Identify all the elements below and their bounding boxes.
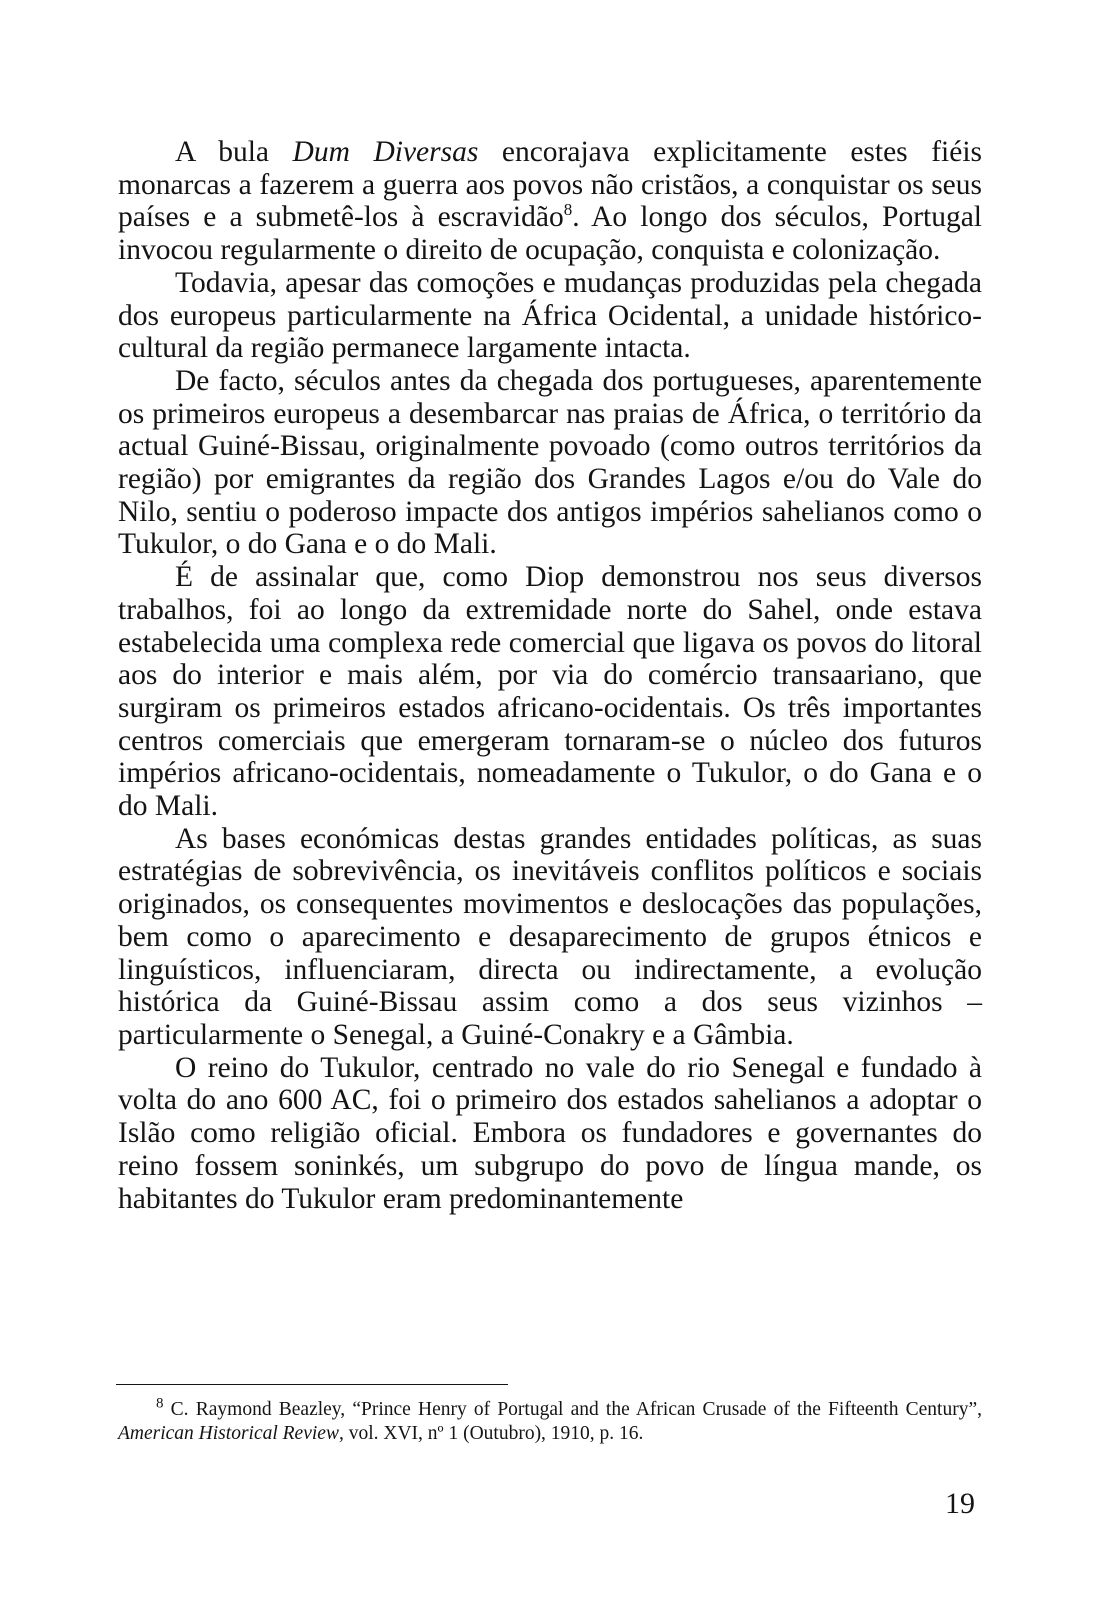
paragraph-1 bbox=[118, 136, 982, 267]
footnote-reference: 8 bbox=[563, 200, 573, 220]
footnote-divider bbox=[116, 1384, 508, 1385]
footnote bbox=[118, 1395, 982, 1446]
paragraph-3: De facto, séculos antes da chegada dos portugueses, aparentemente os primeiros europeus a desembarcar nas praias de África, o território da actual Guiné-Bissau, originalmente povoado (como outros territórios da região) por emigrantes da região dos Grandes Lagos e/ou do Vale do Nilo, sentiu o poderoso impacte dos antigos impérios sahelianos como o Tukulor, o do Gana e o do Mali. bbox=[118, 364, 982, 561]
body-text bbox=[118, 136, 982, 1215]
bull-title: Dum Diversas bbox=[292, 136, 479, 168]
paragraph-6: O reino do Tukulor, centrado no vale do rio Senegal e fundado à volta do ano 600 AC, foi o primeiro dos estados sahelianos a adoptar o Islão como religião oficial. Embora os fundadores e governantes do reino fossem soninkés, um subgrupo do povo de língua mande, os habitantes do Tukulor eram predominantemente bbox=[118, 1051, 982, 1215]
paragraph-2: Todavia, apesar das comoções e mudanças produzidas pela chegada dos europeus particularmente na África Ocidental, a unidade histórico-cultural da região permanece largamente intacta. bbox=[118, 266, 982, 365]
paragraph-1-middle: encorajava explicitamente estes fiéis monarcas a fazerem a guerra aos povos não cristãos, a conquistar os seus países e a submetê-los à escravidão bbox=[118, 136, 982, 234]
paragraph-1-lead: A bula bbox=[175, 136, 293, 168]
footnote-number: 8 bbox=[156, 1395, 164, 1412]
paragraph-5: As bases económicas destas grandes entidades políticas, as suas estratégias de sobrevivência, os inevitáveis conflitos políticos e sociais originados, os consequentes movimentos e deslocações das populações, bem como o aparecimento e desaparecimento de grupos étnicos e linguísticos, influenciaram, directa ou indirectamente, a evolução histórica da Guiné-Bissau assim como a dos seus vizinhos – particularmente o Senegal, a Guiné-Conakry e a Gâmbia. bbox=[118, 822, 982, 1051]
paragraph-1-end: . Ao longo dos séculos, Portugal invocou regularmente o direito de ocupação, conquista e colonização. bbox=[118, 201, 982, 267]
paragraph-4: É de assinalar que, como Diop demonstrou nos seus diversos trabalhos, foi ao longo da extremidade norte do Sahel, onde estava estabelecida uma complexa rede comercial que ligava os povos do litoral aos do interior e mais além, por via do comércio transaariano, que surgiram os primeiros estados africano-ocidentais. Os três importantes centros comerciais que emergeram tornaram-se o núcleo dos futuros impérios africano-ocidentais, nomeadamente o Tukulor, o do Gana e o do Mali. bbox=[118, 561, 982, 823]
footnote-text-lead: C. Raymond Beazley, “Prince Henry of Portugal and the African Crusade of the Fifteenth Century”, bbox=[163, 1399, 982, 1420]
journal-title: American Historical Review bbox=[118, 1423, 339, 1444]
page-number: 19 bbox=[945, 1487, 975, 1520]
footnote-text-end: , vol. XVI, nº 1 (Outubro), 1910, p. 16. bbox=[338, 1423, 644, 1444]
